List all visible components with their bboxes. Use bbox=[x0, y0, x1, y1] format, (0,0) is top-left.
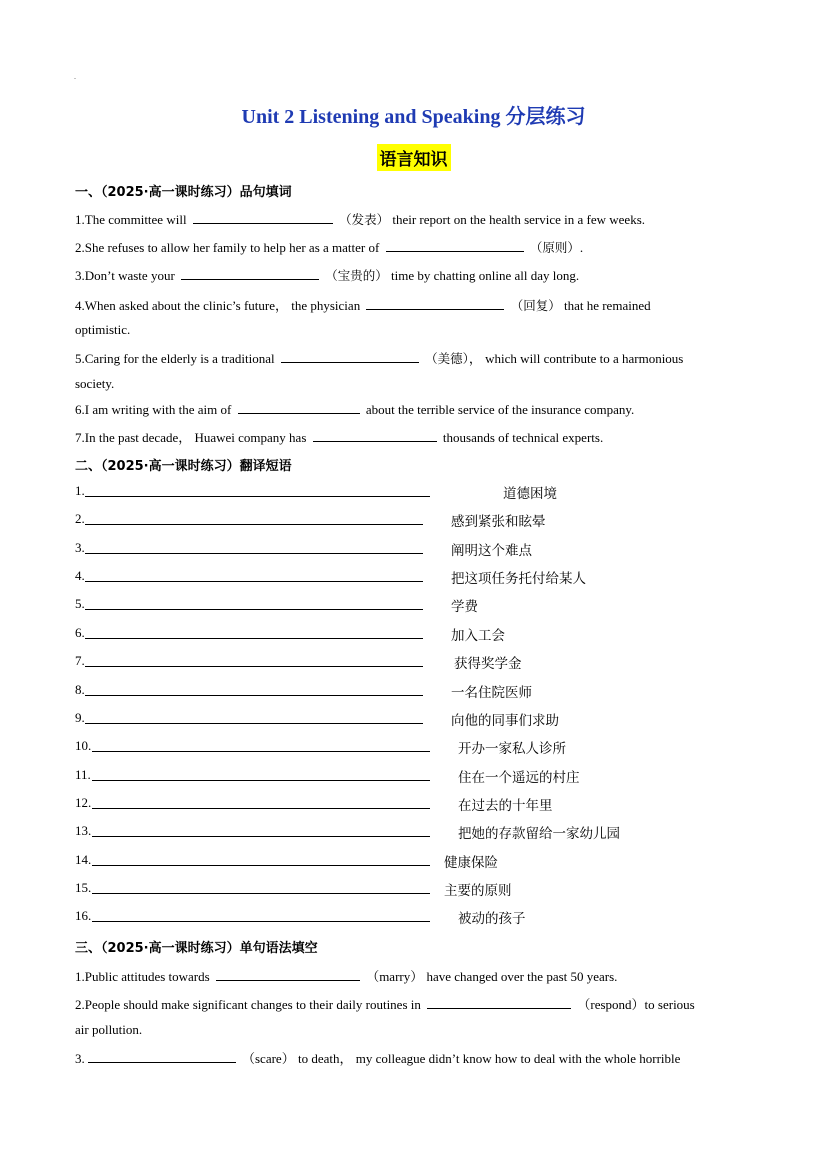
s1-item-6 bbox=[75, 401, 634, 418]
s1-item-6-post: about the terrible service of the insurance company. bbox=[365, 402, 635, 417]
s3-item-3-pre: 3. bbox=[75, 1051, 85, 1066]
s2-item-16-blank[interactable] bbox=[92, 921, 430, 922]
s3-item-3-blank[interactable] bbox=[88, 1050, 236, 1063]
s1-item-4-hint: （回复） bbox=[510, 298, 561, 313]
s1-item-3-blank[interactable] bbox=[181, 267, 319, 280]
s2-item-12 bbox=[75, 795, 553, 814]
s2-item-6-blank[interactable] bbox=[85, 638, 423, 639]
s1-item-5-pre: 5.Caring for the elderly is a traditional bbox=[75, 351, 275, 366]
s2-item-2-blank[interactable] bbox=[85, 524, 423, 525]
s2-item-4-num: 4. bbox=[75, 568, 85, 583]
s2-item-9 bbox=[75, 710, 559, 729]
s3-item-2-blank[interactable] bbox=[427, 996, 571, 1009]
s1-item-6-pre: 6.I am writing with the aim of bbox=[75, 402, 232, 417]
header-mark: . bbox=[74, 72, 76, 81]
s2-item-8-cn: 一名住院医师 bbox=[451, 685, 532, 701]
s3-item-2-cont: air pollution. bbox=[75, 1022, 143, 1037]
s2-item-8-num: 8. bbox=[75, 682, 85, 697]
s1-item-5-post: ， which will contribute to a harmonious bbox=[468, 351, 684, 366]
s2-item-15-cn: 主要的原则 bbox=[444, 883, 512, 899]
s2-item-11 bbox=[75, 767, 580, 786]
s2-item-4-blank[interactable] bbox=[85, 581, 423, 582]
s1-item-7-post: thousands of technical experts. bbox=[442, 430, 604, 445]
s2-item-4-cn: 把这项任务托付给某人 bbox=[451, 571, 586, 587]
s1-item-2 bbox=[75, 238, 583, 256]
s1-item-4-pre: 4.When asked about the clinic’s future， the physician bbox=[75, 298, 361, 313]
section-badge-wrap bbox=[0, 144, 827, 171]
s1-item-3-post: time by chatting online all day long. bbox=[391, 268, 580, 283]
s1-item-7 bbox=[75, 427, 603, 446]
s2-item-5-cn: 学费 bbox=[451, 599, 478, 615]
section-badge: 语言知识 bbox=[377, 144, 451, 171]
s2-item-6-num: 6. bbox=[75, 625, 85, 640]
s2-item-12-cn: 在过去的十年里 bbox=[458, 798, 553, 814]
s2-item-1-blank[interactable] bbox=[85, 496, 430, 497]
s2-item-3-cn: 阐明这个难点 bbox=[451, 543, 532, 559]
s1-item-5-blank[interactable] bbox=[281, 350, 419, 363]
s2-item-10 bbox=[75, 738, 566, 757]
s1-item-7-blank[interactable] bbox=[313, 429, 437, 442]
s1-item-3-pre: 3.Don’t waste your bbox=[75, 268, 175, 283]
s2-item-13-blank[interactable] bbox=[92, 836, 430, 837]
s3-item-3-hint: （scare） bbox=[242, 1051, 295, 1066]
s2-item-14 bbox=[75, 852, 498, 871]
s3-item-1 bbox=[75, 966, 617, 985]
s1-item-5-hint: （美德） bbox=[425, 351, 469, 366]
s2-item-1-num: 1. bbox=[75, 483, 85, 498]
s2-item-10-num: 10. bbox=[75, 738, 92, 753]
s1-item-1-post: their report on the health service in a few weeks. bbox=[392, 212, 646, 227]
s1-item-4 bbox=[75, 295, 750, 314]
s2-item-8 bbox=[75, 682, 532, 701]
s2-item-10-blank[interactable] bbox=[92, 751, 430, 752]
s2-item-11-blank[interactable] bbox=[92, 780, 430, 781]
s2-item-10-cn: 开办一家私人诊所 bbox=[458, 741, 566, 757]
s2-item-1-cn: 道德困境 bbox=[503, 486, 557, 502]
s2-item-4 bbox=[75, 568, 586, 587]
s3-item-3-post: to death， my colleague didn’t know how to deal with the whole horrible bbox=[297, 1051, 681, 1066]
s1-item-6-blank[interactable] bbox=[238, 401, 360, 414]
s2-item-6 bbox=[75, 625, 505, 644]
s1-item-4-post: that he remained bbox=[563, 298, 651, 313]
s2-item-11-cn: 住在一个遥远的村庄 bbox=[458, 770, 580, 786]
s2-item-8-blank[interactable] bbox=[85, 695, 423, 696]
s3-item-2-hint: （respond） bbox=[577, 997, 645, 1012]
s2-item-15 bbox=[75, 880, 512, 899]
s2-item-9-num: 9. bbox=[75, 710, 85, 725]
s1-item-1-blank[interactable] bbox=[193, 211, 333, 224]
s1-item-1-pre: 1.The committee will bbox=[75, 212, 187, 227]
s2-item-7-cn: 获得奖学金 bbox=[454, 656, 522, 672]
s1-item-5-cont: society. bbox=[75, 376, 115, 391]
s1-item-2-hint: （原则） bbox=[529, 240, 580, 255]
s2-item-14-num: 14. bbox=[75, 852, 92, 867]
s2-item-13 bbox=[75, 823, 620, 842]
s2-item-2-num: 2. bbox=[75, 511, 85, 526]
s1-item-2-blank[interactable] bbox=[386, 239, 524, 252]
s1-item-3-hint: （宝贵的） bbox=[325, 268, 388, 283]
s2-item-7-blank[interactable] bbox=[85, 666, 423, 667]
s3-item-1-post: have changed over the past 50 years. bbox=[426, 969, 618, 984]
s3-item-1-hint: （marry） bbox=[366, 969, 424, 984]
s2-item-2-cn: 感到紧张和眩晕 bbox=[451, 514, 546, 530]
s3-item-3 bbox=[75, 1048, 680, 1067]
s2-item-9-blank[interactable] bbox=[85, 723, 423, 724]
s2-item-7 bbox=[75, 653, 522, 672]
s2-item-12-blank[interactable] bbox=[92, 808, 430, 809]
s2-item-6-cn: 加入工会 bbox=[451, 628, 505, 644]
s2-item-11-num: 11. bbox=[75, 767, 91, 782]
s1-item-4-cont: optimistic. bbox=[75, 322, 131, 337]
s2-item-14-cn: 健康保险 bbox=[444, 855, 498, 871]
s2-item-12-num: 12. bbox=[75, 795, 92, 810]
s2-item-5-num: 5. bbox=[75, 596, 85, 611]
s3-item-1-blank[interactable] bbox=[216, 968, 360, 981]
page-title: Unit 2 Listening and Speaking 分层练习 bbox=[241, 106, 586, 128]
s2-item-14-blank[interactable] bbox=[92, 865, 430, 866]
s2-item-1 bbox=[75, 483, 557, 502]
s2-item-16 bbox=[75, 908, 526, 927]
s2-item-9-cn: 向他的同事们求助 bbox=[451, 713, 559, 729]
s1-item-4-blank[interactable] bbox=[366, 297, 504, 310]
s1-item-5 bbox=[75, 348, 683, 367]
s3-item-2-pre: 2.People should make significant changes to their daily routines in bbox=[75, 997, 421, 1012]
s1-item-7-pre: 7.In the past decade， Huawei company has bbox=[75, 430, 307, 445]
s2-item-3 bbox=[75, 540, 532, 559]
s1-item-2-post: . bbox=[579, 240, 584, 255]
s1-item-1-hint: （发表） bbox=[339, 212, 390, 227]
section1-heading: 一、（2025·高一课时练习）品句填词 bbox=[75, 185, 292, 200]
s2-item-5 bbox=[75, 596, 478, 615]
s2-item-15-num: 15. bbox=[75, 880, 92, 895]
s3-item-2 bbox=[75, 994, 695, 1013]
s1-item-2-pre: 2.She refuses to allow her family to help her as a matter of bbox=[75, 240, 380, 255]
s3-item-2-post: to serious bbox=[644, 997, 695, 1012]
s2-item-16-cn: 被动的孩子 bbox=[458, 911, 526, 927]
s2-item-13-cn: 把她的存款留给一家幼儿园 bbox=[458, 826, 620, 842]
s2-item-3-num: 3. bbox=[75, 540, 85, 555]
s2-item-7-num: 7. bbox=[75, 653, 85, 668]
s1-item-3 bbox=[75, 266, 579, 284]
section2-heading: 二、（2025·高一课时练习）翻译短语 bbox=[75, 459, 292, 474]
section3-heading: 三、（2025·高一课时练习）单句语法填空 bbox=[75, 941, 318, 956]
s2-item-13-num: 13. bbox=[75, 823, 92, 838]
s2-item-5-blank[interactable] bbox=[85, 609, 423, 610]
s2-item-15-blank[interactable] bbox=[92, 893, 430, 894]
s3-item-1-pre: 1.Public attitudes towards bbox=[75, 969, 210, 984]
s2-item-2 bbox=[75, 511, 546, 530]
s1-item-1 bbox=[75, 210, 645, 228]
s2-item-16-num: 16. bbox=[75, 908, 92, 923]
s2-item-3-blank[interactable] bbox=[85, 553, 423, 554]
